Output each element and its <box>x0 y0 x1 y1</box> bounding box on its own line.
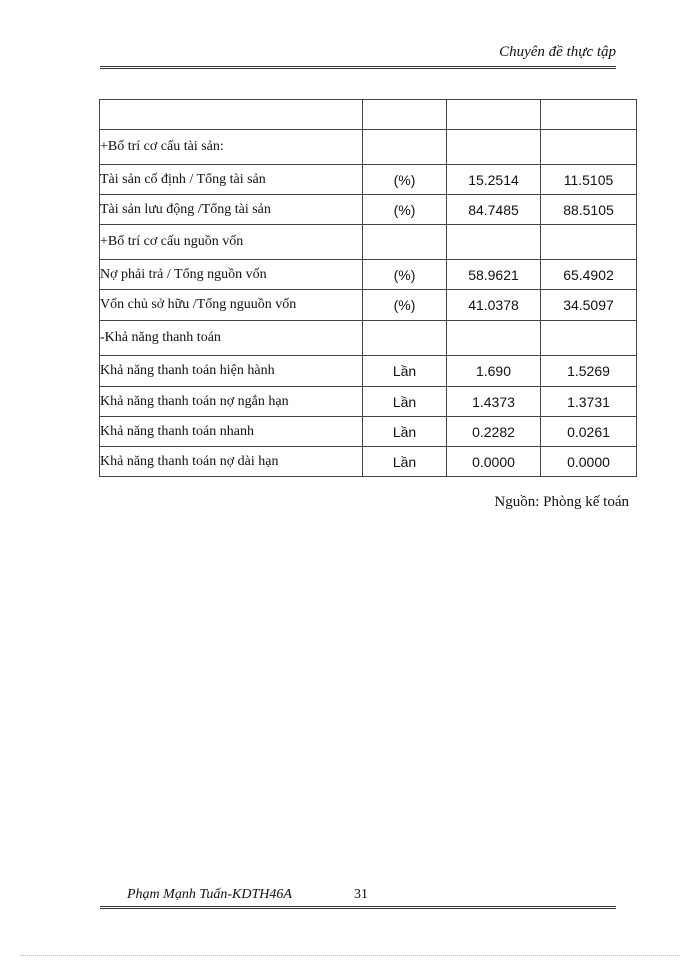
financial-ratio-table <box>99 99 637 477</box>
row-value-1: 58.9621 <box>447 260 541 290</box>
row-unit: Lần <box>363 356 447 387</box>
row-value-2: 0.0261 <box>541 417 637 447</box>
row-unit: (%) <box>363 195 447 225</box>
row-label: Khả năng thanh toán nhanh <box>100 417 363 447</box>
row-unit: (%) <box>363 165 447 195</box>
row-label: Vốn chủ sở hữu /Tổng nguuồn vốn <box>100 290 363 321</box>
table-row <box>100 290 637 321</box>
table-header-cell <box>541 100 637 130</box>
table-row <box>100 417 637 447</box>
row-value-2: 1.5269 <box>541 356 637 387</box>
table-header-cell <box>363 100 447 130</box>
row-value-1: 41.0378 <box>447 290 541 321</box>
page-bottom-divider <box>20 955 680 956</box>
table-row <box>100 356 637 387</box>
row-value-1: 1.690 <box>447 356 541 387</box>
table-header-cell <box>100 100 363 130</box>
row-value-1: 84.7485 <box>447 195 541 225</box>
row-unit: (%) <box>363 290 447 321</box>
row-label: Nợ phải trả / Tổng nguồn vốn <box>100 260 363 290</box>
row-label: Tài sản lưu động /Tổng tài sản <box>100 195 363 225</box>
table-header-cell <box>447 100 541 130</box>
header-title: Chuyên đề thực tập <box>499 44 616 60</box>
footer-rule <box>100 906 616 909</box>
row-value-2: 65.4902 <box>541 260 637 290</box>
row-unit: Lần <box>363 417 447 447</box>
table-row <box>100 387 637 417</box>
row-value-1: 15.2514 <box>447 165 541 195</box>
page-number: 31 <box>354 887 368 902</box>
source-note: Nguồn: Phòng kế toán <box>494 494 629 510</box>
row-value-2: 88.5105 <box>541 195 637 225</box>
table-group-row <box>100 225 637 260</box>
table-group-row <box>100 321 637 356</box>
row-value-1: 1.4373 <box>447 387 541 417</box>
row-value-2: 34.5097 <box>541 290 637 321</box>
header-rule <box>100 66 616 69</box>
group-title: -Khả năng thanh toán <box>100 321 363 356</box>
table-header-row <box>100 100 637 130</box>
table-group-row <box>100 130 637 165</box>
table-row <box>100 260 637 290</box>
row-value-1: 0.2282 <box>447 417 541 447</box>
row-label: Khả năng thanh toán nợ ngắn hạn <box>100 387 363 417</box>
table-row <box>100 447 637 477</box>
row-unit: Lần <box>363 387 447 417</box>
row-value-2: 11.5105 <box>541 165 637 195</box>
row-label: Khả năng thanh toán nợ dài hạn <box>100 447 363 477</box>
footer-author: Phạm Mạnh Tuấn-KDTH46A <box>127 887 292 902</box>
row-value-1: 0.0000 <box>447 447 541 477</box>
row-label: Khả năng thanh toán hiện hành <box>100 356 363 387</box>
table-row <box>100 165 637 195</box>
table-row <box>100 195 637 225</box>
row-unit: (%) <box>363 260 447 290</box>
row-unit: Lần <box>363 447 447 477</box>
row-value-2: 1.3731 <box>541 387 637 417</box>
row-value-2: 0.0000 <box>541 447 637 477</box>
group-title: +Bố trí cơ cấu tài sản: <box>100 130 363 165</box>
row-label: Tài sản cố định / Tổng tài sản <box>100 165 363 195</box>
group-title: +Bố trí cơ cấu nguồn vốn <box>100 225 363 260</box>
